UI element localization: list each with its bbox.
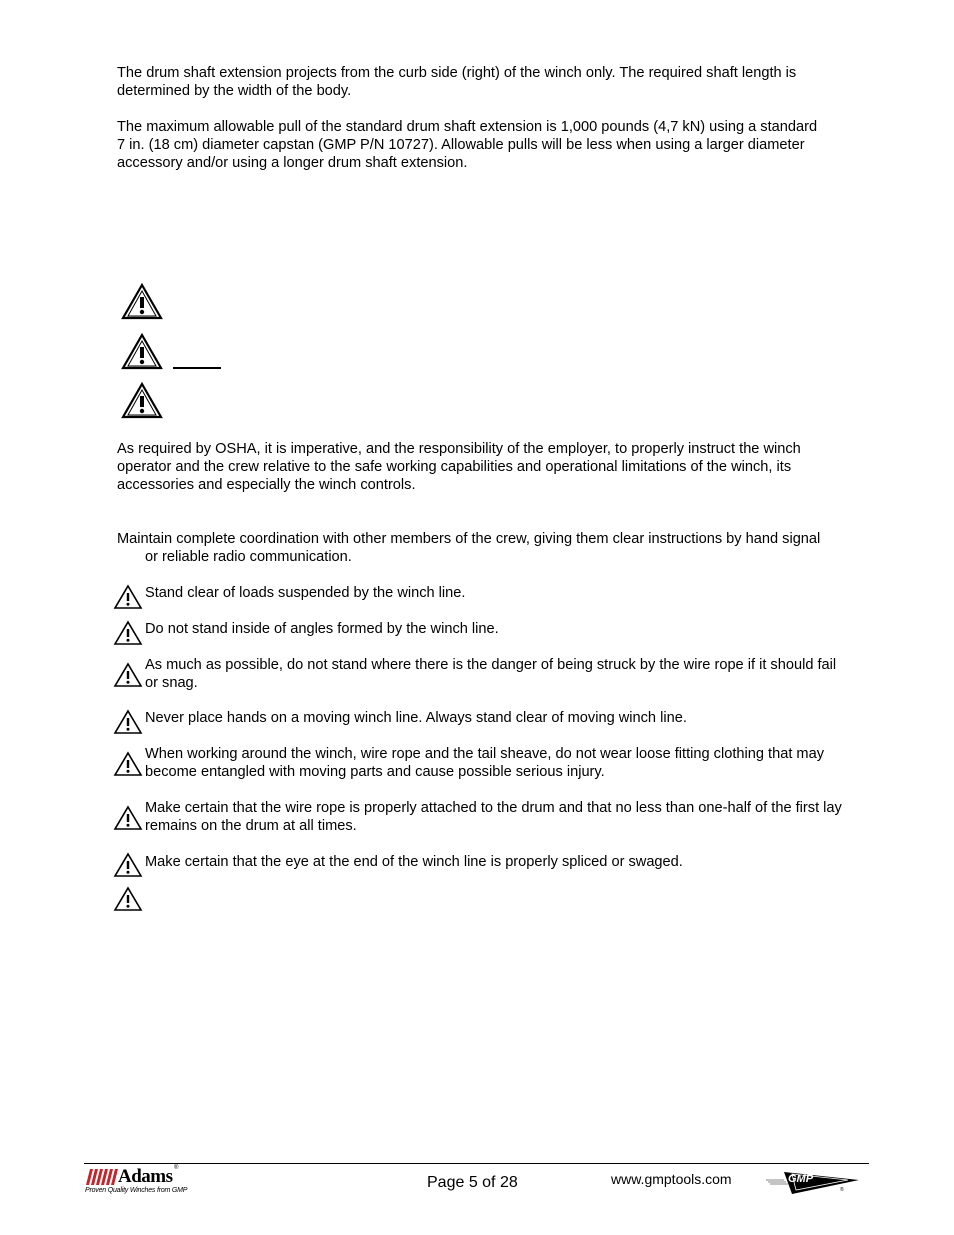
- gmp-logo-mark: [764, 1168, 864, 1198]
- warning-triangle-icon: [121, 333, 163, 370]
- gmp-logo-text: GMP: [788, 1173, 814, 1185]
- registered-mark: ®: [174, 1165, 179, 1171]
- paragraph-coordination: Maintain complete coordination with other members of the crew, giving them clear instructions by hand signal or reliable radio communication.: [117, 531, 821, 565]
- registered-mark: ®: [840, 1187, 844, 1193]
- paragraph-osha: As required by OSHA, it is imperative, and the responsibility of the employer, to properly instruct the winch operator and the crew relative to the safe working capabilities and operational limitations of the winch, its accessories and especially the winch controls.: [117, 441, 801, 493]
- warning-item: As much as possible, do not stand where there is the danger of being struck by the wire rope if it should fail or snag.: [145, 657, 837, 691]
- warning-triangle-icon: [113, 886, 143, 912]
- warning-item: Make certain that the eye at the end of the winch line is properly spliced or swaged.: [145, 854, 683, 870]
- warning-item: When working around the winch, wire rope and the tail sheave, do not wear loose fitting clothing that may become entangled with moving parts and cause possible serious injury.: [145, 746, 824, 780]
- warning-triangle-icon: [121, 283, 163, 320]
- warning-triangle-icon: [113, 584, 143, 610]
- warning-item: Make certain that the wire rope is properly attached to the drum and that no less than one-half of the first lay remains on the drum at all times.: [145, 800, 842, 834]
- paragraph-shaft-extension: The drum shaft extension projects from the curb side (right) of the winch only. The required shaft length is determined by the width of the body.: [117, 65, 797, 99]
- gmp-logo: [764, 1168, 864, 1198]
- website-link[interactable]: www.gmptools.com: [611, 1171, 732, 1187]
- page-number: Page 5 of 28: [427, 1174, 518, 1191]
- warning-triangle-icon: [113, 709, 143, 735]
- warning-triangle-icon: [113, 620, 143, 646]
- underline-mark: [173, 367, 221, 369]
- warning-triangle-icon: [113, 805, 143, 831]
- adams-logo-tagline: Proven Quality Winches from GMP: [85, 1187, 188, 1194]
- adams-stripes-icon: [84, 1169, 120, 1185]
- warning-triangle-icon: [113, 852, 143, 878]
- warning-item: Stand clear of loads suspended by the winch line.: [145, 585, 466, 601]
- warning-item: Do not stand inside of angles formed by the winch line.: [145, 621, 499, 637]
- warning-triangle-icon: [113, 751, 143, 777]
- warning-item: Never place hands on a moving winch line. Always stand clear of moving winch line.: [145, 710, 687, 726]
- adams-logo: [84, 1165, 188, 1198]
- adams-logo-wordmark: Adams: [118, 1166, 173, 1187]
- footer-divider: [84, 1163, 869, 1164]
- paragraph-max-pull: The maximum allowable pull of the standard drum shaft extension is 1,000 pounds (4,7 kN) using a standard 7 in. (18 cm) diameter capstan (GMP P/N 10727). Allowable pulls will be less when using a larger diameter accessory and/or using a longer drum shaft extension.: [117, 119, 818, 171]
- warning-triangle-icon: [113, 662, 143, 688]
- warning-triangle-icon: [121, 382, 163, 419]
